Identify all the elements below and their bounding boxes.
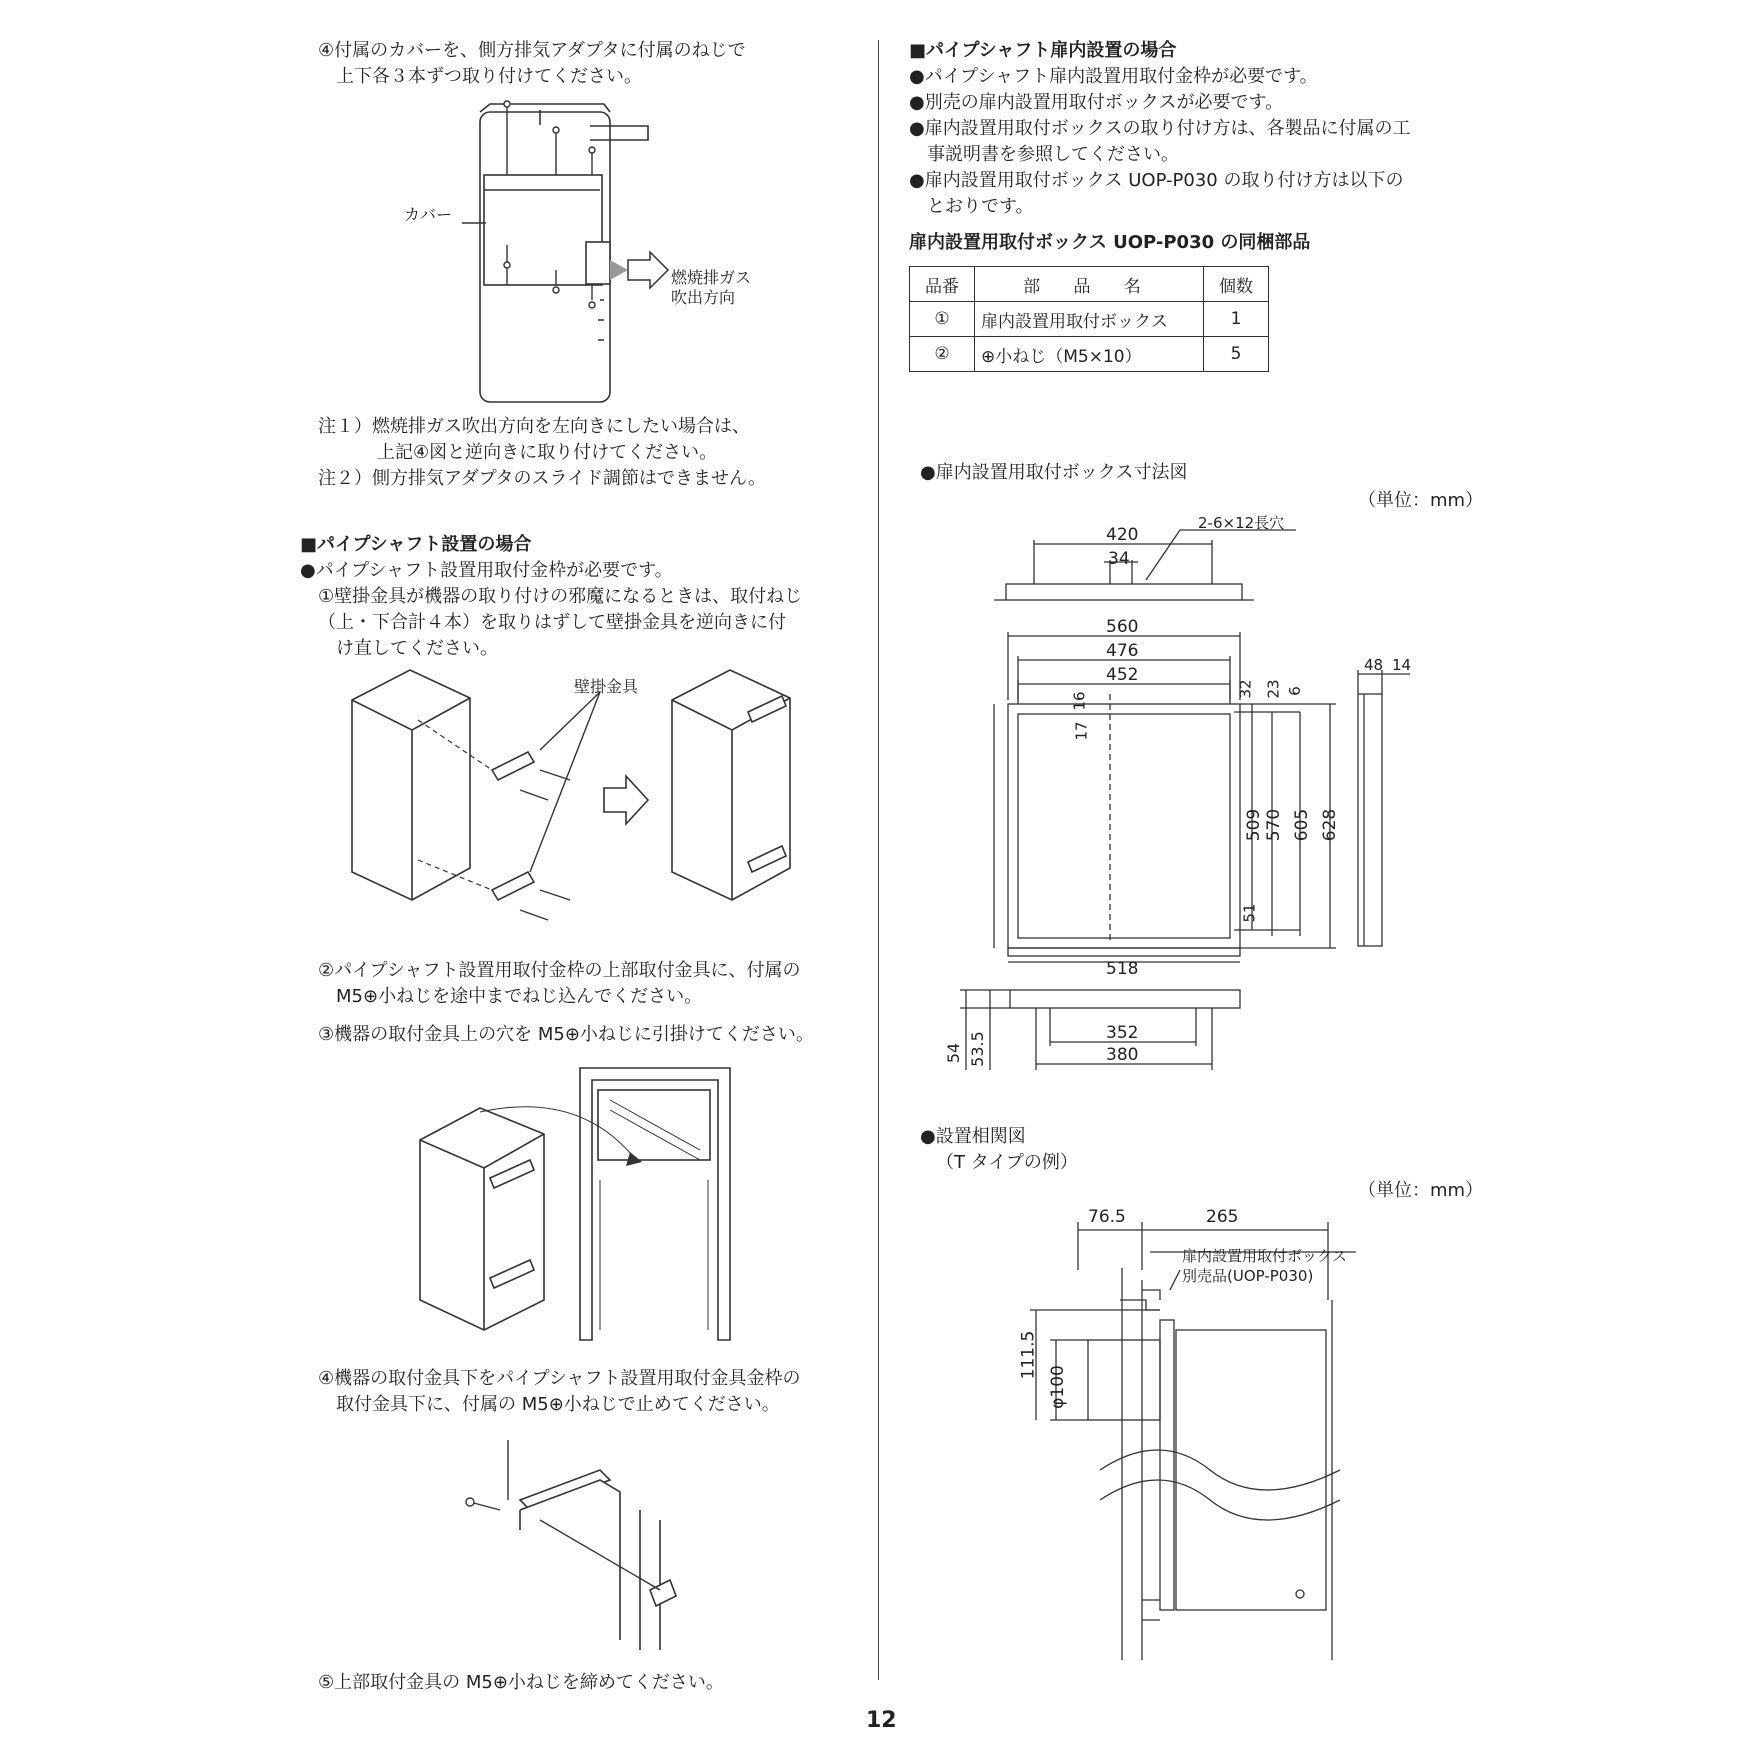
ps-step5: ⑤上部取付金具の M5⊕小ねじを締めてください。 [318, 1672, 724, 1693]
right-bullet3-line1: ●扉内設置用取付ボックスの取り付け方は、各製品に付属の工 [909, 118, 1411, 139]
table-header-name: 部 品 名 [975, 267, 1204, 302]
right-bullet3-line2: 事説明書を参照してください。 [927, 144, 1179, 165]
parts-heading: 扉内設置用取付ボックス UOP-P030 の同梱部品 [909, 232, 1311, 253]
table-header-qty: 個数 [1204, 267, 1269, 302]
dim-605: 605 [1292, 808, 1313, 842]
note1-line1: 注１）燃焼排ガス吹出方向を左向きにしたい場合は、 [318, 416, 750, 437]
ps-step4-line2: 取付金具下に、付属の M5⊕小ねじで止めてください。 [336, 1394, 780, 1415]
row1-no: ① [910, 302, 975, 337]
table-header-row [910, 267, 1269, 302]
ps-bullet: ●パイプシャフト設置用取付金枠が必要です。 [300, 560, 673, 581]
rel-dim-76-5: 76.5 [1088, 1207, 1126, 1227]
dim-14: 14 [1392, 656, 1412, 674]
dim-16: 16 [1070, 691, 1089, 711]
dim-570: 570 [1264, 808, 1285, 842]
cover-install-figure [380, 95, 700, 415]
dim-23: 23 [1264, 679, 1283, 699]
dim-6: 6 [1285, 686, 1304, 696]
right-bullet1: ●パイプシャフト扉内設置用取付金枠が必要です。 [909, 66, 1318, 87]
note2: 注２）側方排気アダプタのスライド調節はできません。 [318, 468, 767, 489]
right-heading: ■パイプシャフト扉内設置の場合 [909, 40, 1177, 61]
dim-17: 17 [1072, 721, 1091, 741]
rel-box-label-1: 扉内設置用取付ボックス [1182, 1247, 1347, 1265]
ps-step2-line1: ②パイプシャフト設置用取付金枠の上部取付金具に、付属の [318, 960, 801, 981]
box-dimension-drawing [940, 500, 1440, 1080]
dim-560: 560 [1106, 617, 1139, 637]
ps-step1-line1: ①壁掛金具が機器の取り付けの邪魔になるときは、取付ねじ [318, 586, 803, 607]
row1-qty: 1 [1204, 302, 1269, 337]
dim-352: 352 [1106, 1023, 1139, 1043]
table-row [910, 337, 1269, 372]
bracket-reverse-figure [340, 660, 820, 930]
row2-no: ② [910, 337, 975, 372]
exhaust-label-1: 燃焼排ガス [671, 268, 752, 287]
dim-53-5: 53.5 [967, 1031, 987, 1067]
ps-step4-line1: ④機器の取付金具下をパイプシャフト設置用取付金具金枠の [318, 1368, 801, 1389]
right-bullet4-line1: ●扉内設置用取付ボックス UOP-P030 の取り付け方は以下の [909, 170, 1404, 191]
dim-628: 628 [1320, 808, 1341, 842]
rel-dim-111-5: 111.5 [1018, 1330, 1039, 1380]
right-bullet2: ●別売の扉内設置用取付ボックスが必要です。 [909, 92, 1284, 113]
step4a-line2: 上下各３本ずつ取り付けてください。 [336, 66, 642, 87]
column-divider [878, 40, 879, 1680]
dim-48: 48 [1364, 656, 1384, 674]
unit-1: （単位：mm） [1358, 490, 1484, 511]
dim-452: 452 [1106, 665, 1139, 685]
ps-heading: ■パイプシャフト設置の場合 [300, 534, 532, 555]
dim-32: 32 [1236, 679, 1255, 699]
ps-step1-line3: け直してください。 [336, 638, 498, 659]
table-header-no: 品番 [910, 267, 975, 302]
dim-420: 420 [1106, 525, 1139, 545]
dim-51: 51 [1240, 903, 1259, 923]
rel-dim-phi100: φ100 [1047, 1365, 1068, 1409]
dim-380: 380 [1106, 1045, 1139, 1065]
lower-screw-figure [460, 1430, 720, 1660]
unit-2: （単位：mm） [1358, 1180, 1484, 1201]
rel-subtitle: （T タイプの例） [936, 1152, 1078, 1173]
rel-box-label-2: 別売品(UOP-P030) [1182, 1267, 1314, 1285]
ps-step1-line2: （上・下合計４本）を取りはずして壁掛金具を逆向きに付 [318, 612, 786, 633]
ps-step2-line2: M5⊕小ねじを途中までねじ込んでください。 [336, 986, 703, 1007]
parts-table [909, 266, 1269, 372]
dim-slot: 2-6×12長穴 [1198, 514, 1285, 532]
table-row [910, 302, 1269, 337]
dim-title: ●扉内設置用取付ボックス寸法図 [920, 462, 1188, 483]
right-bullet4-line2: とおりです。 [927, 196, 1034, 217]
dim-518: 518 [1106, 959, 1139, 979]
row2-qty: 5 [1204, 337, 1269, 372]
step4a-line1: ④付属のカバーを、側方排気アダプタに付属のねじで [318, 40, 746, 61]
dim-34: 34 [1108, 549, 1130, 569]
bracket-label: 壁掛金具 [574, 677, 639, 696]
row2-name: ⊕小ねじ（M5×10） [975, 337, 1204, 372]
dim-54: 54 [944, 1042, 964, 1064]
page-number: 12 [866, 1708, 897, 1733]
rel-dim-265: 265 [1206, 1207, 1239, 1227]
row1-name: 扉内設置用取付ボックス [975, 302, 1204, 337]
dim-476: 476 [1106, 641, 1139, 661]
rel-title: ●設置相関図 [920, 1126, 1026, 1147]
dim-509: 509 [1244, 808, 1265, 842]
cover-label: カバー [404, 205, 453, 224]
note1-line2: 上記④図と逆向きに取り付けてください。 [377, 442, 718, 463]
exhaust-label-2: 吹出方向 [671, 288, 736, 307]
ps-step3: ③機器の取付金具上の穴を M5⊕小ねじに引掛けてください。 [318, 1024, 814, 1045]
hook-frame-figure [410, 1060, 750, 1350]
